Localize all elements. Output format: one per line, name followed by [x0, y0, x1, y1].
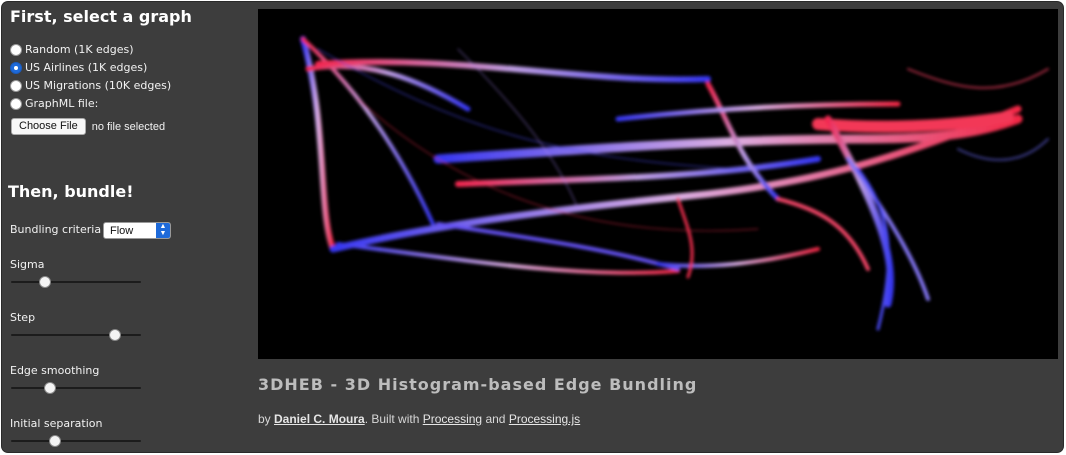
radio-us-migrations-label: US Migrations (10K edges)	[25, 79, 172, 92]
select-arrows-icon: ▲ ▼	[156, 223, 170, 238]
page-title: 3DHEB - 3D Histogram-based Edge Bundling	[258, 375, 698, 394]
sidebar	[2, 2, 242, 452]
radio-us-migrations-button[interactable]	[10, 80, 22, 92]
bundling-criteria-select[interactable]	[103, 222, 171, 239]
step-label: Step	[10, 311, 36, 324]
edge-smoothing-label: Edge smoothing	[10, 364, 100, 377]
processing-link[interactable]: Processing	[422, 412, 483, 426]
credits-line	[258, 412, 580, 426]
edge-bundling-canvas[interactable]	[258, 9, 1058, 359]
initial-separation-slider-thumb[interactable]	[49, 435, 61, 447]
initial-separation-slider-track	[11, 440, 141, 442]
sigma-slider[interactable]	[11, 276, 141, 288]
credits-built-with: . Built with	[364, 412, 423, 426]
step-slider-thumb[interactable]	[109, 329, 121, 341]
step-slider[interactable]	[11, 329, 141, 341]
radio-graphml-label: GraphML file:	[25, 97, 99, 110]
file-picker	[11, 118, 165, 135]
radio-graphml-button[interactable]	[10, 98, 22, 110]
radio-us-migrations[interactable]	[10, 79, 171, 92]
bundled-edges-graphic	[258, 9, 1058, 359]
app-frame	[2, 2, 1063, 452]
radio-random[interactable]	[10, 43, 134, 56]
initial-separation-slider[interactable]	[11, 435, 141, 447]
radio-us-airlines-label: US Airlines (1K edges)	[25, 61, 148, 74]
radio-us-airlines[interactable]	[10, 61, 147, 74]
file-status: no file selected	[91, 120, 166, 133]
credits-and: and	[482, 412, 509, 426]
sigma-slider-track	[11, 281, 141, 283]
edge-smoothing-slider-track	[11, 387, 141, 389]
edge-smoothing-slider[interactable]	[11, 382, 141, 394]
radio-random-button[interactable]	[10, 44, 22, 56]
author-link[interactable]: Daniel C. Moura	[274, 412, 365, 426]
radio-us-airlines-button[interactable]	[10, 62, 22, 74]
sigma-label: Sigma	[10, 258, 45, 271]
bundling-criteria-value: Flow	[110, 225, 134, 237]
bundling-criteria-label: Bundling criteria	[10, 223, 102, 236]
select-graph-heading: First, select a graph	[10, 7, 192, 26]
choose-file-button[interactable]: Choose File	[11, 118, 86, 135]
sigma-slider-thumb[interactable]	[39, 276, 51, 288]
bundle-heading: Then, bundle!	[8, 182, 134, 201]
initial-separation-label: Initial separation	[10, 417, 103, 430]
step-slider-track	[11, 334, 141, 336]
radio-graphml[interactable]	[10, 97, 98, 110]
radio-random-label: Random (1K edges)	[25, 43, 134, 56]
edge-smoothing-slider-thumb[interactable]	[44, 382, 56, 394]
processingjs-link[interactable]: Processing.js	[508, 412, 581, 426]
credits-by: by	[258, 412, 275, 426]
